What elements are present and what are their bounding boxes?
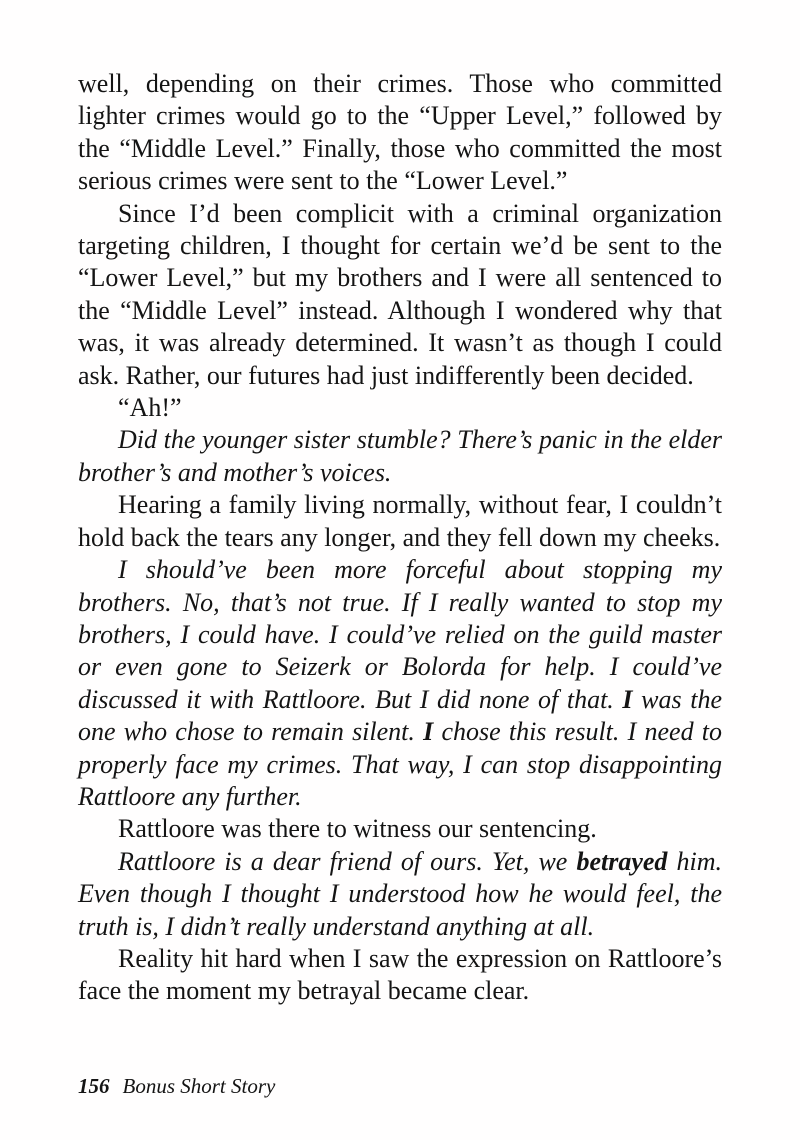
paragraph: “Ah!” — [118, 393, 182, 423]
section-title: Bonus Short Story — [122, 1074, 276, 1098]
page-number: 156 — [78, 1074, 110, 1098]
paragraph: Reality hit hard when I saw the expression on Rattloore’s face the moment my betrayal became clear. — [78, 943, 722, 1006]
page-footer — [78, 1074, 275, 1099]
body-text — [78, 68, 722, 1008]
paragraph: I should’ve been more forceful about stopping my brothers. No, that’s not true. If I really wanted to stop my brothers, I could have. I could’ve relied on the guild master or even gone to Seizerk or Bolorda for help. I could’ve discussed it with Rattloore. But I did none of that. I was the one who chose to remain silent. I chose this result. I need to properly face my crimes. That way, I can stop disappointing Rattloore any further. — [78, 555, 723, 811]
paragraph: Since I’d been complicit with a criminal organization targeting children, I thought for certain we’d be sent to the “Lower Level,” but my brothers and I were all sentenced to the “Middle Level” instead. Although I wondered why that was, it was already determined. It wasn’t as though I could ask. Rather, our futures had just indifferently been decided. — [78, 198, 722, 390]
paragraph: well, depending on their crimes. Those who committed lighter crimes would go to the “Upper Level,” followed by the “Middle Level.” Finally, those who committed the most serious crimes were sent to the “Lower Level.” — [78, 69, 722, 196]
paragraph: Rattloore was there to witness our sentencing. — [118, 814, 597, 844]
paragraph: Rattloore is a dear friend of ours. Yet, we betrayed him. Even though I thought I understood how he would feel, the truth is, I didn’t really understand anything at all. — [78, 846, 723, 941]
paragraph: Did the younger sister stumble? There’s panic in the elder brother’s and mother’s voices. — [78, 425, 722, 487]
paragraph: Hearing a family living normally, without fear, I couldn’t hold back the tears any longer, and they fell down my cheeks. — [78, 490, 722, 552]
